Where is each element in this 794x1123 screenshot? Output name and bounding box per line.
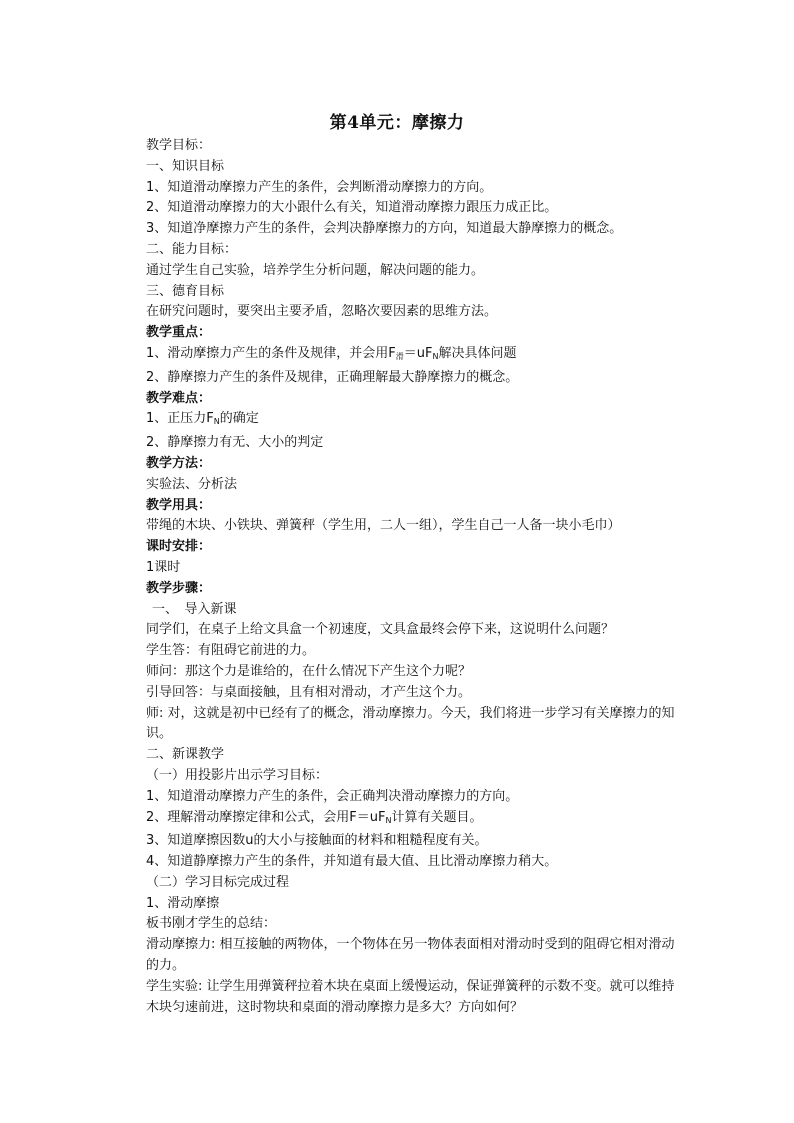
ability-heading: 二、能力目标：	[146, 241, 238, 257]
key-item-1-mid: ＝uF	[403, 345, 433, 361]
step2-goal-2-sub: N	[385, 815, 392, 825]
difficulty-item-1-post: 的确定	[219, 411, 259, 427]
difficulty-item-1-pre: 1、正压力F	[146, 411, 214, 427]
ability-text: 通过学生自己实验，培养学生分析问题，解决问题的能力。	[146, 262, 485, 278]
schedule-heading: 课时安排：	[146, 539, 212, 555]
key-item-1-pre: 1、滑动摩擦力产生的条件及规律，并会用F	[146, 345, 396, 361]
step2-goal-1: 1、知道滑动摩擦力产生的条件，会正确判决滑动摩擦力的方向。	[146, 788, 519, 804]
step1-heading: 一、 导入新课	[152, 601, 237, 617]
step2-heading: 二、新课教学	[146, 747, 225, 763]
moral-heading: 三、德育目标	[146, 283, 225, 299]
key-item-1-sub2: N	[432, 351, 439, 361]
step1-line-4: 引导回答：与桌面接触，且有相对滑动，才产生这个力。	[146, 684, 472, 700]
step2-subheading-2: （二）学习目标完成过程	[146, 874, 290, 890]
method-heading: 教学方法：	[146, 455, 212, 471]
definition-paragraph: 滑动摩擦力: 相互接触的两物体，一个物体在另一物体表面相对滑动时受到的阻碍它相对滑动的力。	[146, 937, 675, 974]
knowledge-heading: 一、知识目标	[146, 158, 225, 174]
step1-line-3: 师问：那这个力是谁给的，在什么情况下产生这个力呢？	[146, 663, 472, 679]
knowledge-item-1: 1、知道滑动摩擦力产生的条件，会判断滑动摩擦力的方向。	[146, 179, 493, 195]
key-item-1-sub1: 滑	[395, 351, 404, 361]
knowledge-item-3: 3、知道净摩擦力产生的条件，会判决静摩擦力的方向，知道最大静摩擦力的概念。	[146, 221, 623, 237]
page-title: 第4单元：摩擦力	[329, 113, 465, 133]
step2-subheading-1: （一）用投影片出示学习目标：	[146, 767, 329, 783]
sliding-friction-heading: 1、滑动摩擦	[146, 895, 220, 911]
difficulty-item-2: 2、静摩擦力有无、大小的判定	[146, 435, 324, 451]
difficulty-item-1	[119, 409, 679, 433]
goals-heading: 教学目标：	[146, 138, 212, 153]
key-item-1-post: 解决具体问题	[438, 345, 517, 361]
moral-text: 在研究问题时，要突出主要矛盾，忽略次要因素的思维方法。	[146, 304, 498, 320]
knowledge-item-2: 2、知道滑动摩擦力的大小跟什么有关，知道滑动摩擦力跟压力成正比。	[146, 200, 558, 216]
method-text: 实验法、分析法	[146, 476, 238, 492]
document-body	[119, 136, 679, 1018]
board-text: 板书刚才学生的总结：	[146, 916, 277, 932]
step1-teacher-paragraph: 师: 对，这就是初中已经有了的概念，滑动摩擦力。今天，我们将进一步学习有关摩擦力的知识。	[146, 705, 675, 742]
step1-line-1: 同学们，在桌子上给文具盒一个初速度，文具盒最终会停下来，这说明什么问题？	[146, 622, 615, 638]
key-item-2: 2、静摩擦力产生的条件及规律，正确理解最大静摩擦力的概念。	[146, 369, 519, 385]
key-item-1	[119, 344, 679, 368]
step2-goal-4: 4、知道静摩擦力产生的条件，并知道有最大值、且比滑动摩擦力稍大。	[146, 854, 558, 870]
step2-goal-2	[119, 808, 679, 832]
key-heading: 教学重点：	[146, 325, 212, 341]
step2-goal-2-post: 计算有关题目。	[391, 809, 483, 825]
tools-text: 带绳的木块、小铁块、弹簧秤（学生用，二人一组），学生自己一人备一块小毛巾）	[146, 518, 621, 534]
step1-line-2: 学生答：有阻碍它前进的力。	[146, 643, 316, 659]
schedule-text: 1课时	[146, 559, 181, 575]
tools-heading: 教学用具：	[146, 497, 212, 513]
step2-goal-3: 3、知道摩擦因数u的大小与接触面的材料和粗糙程度有关。	[146, 833, 488, 849]
steps-heading: 教学步骤：	[146, 580, 212, 596]
difficulty-item-1-sub: N	[213, 417, 220, 427]
experiment-paragraph: 学生实验: 让学生用弹簧秤拉着木块在桌面上缓慢运动，保证弹簧秤的示数不变。就可以维持木块匀速前进，这时物块和桌面的滑动摩擦力是多大？方向如何？	[146, 978, 675, 1015]
difficulty-heading: 教学难点：	[146, 390, 212, 406]
step2-goal-2-pre: 2、理解滑动摩擦定律和公式，会用F＝uF	[146, 809, 386, 825]
